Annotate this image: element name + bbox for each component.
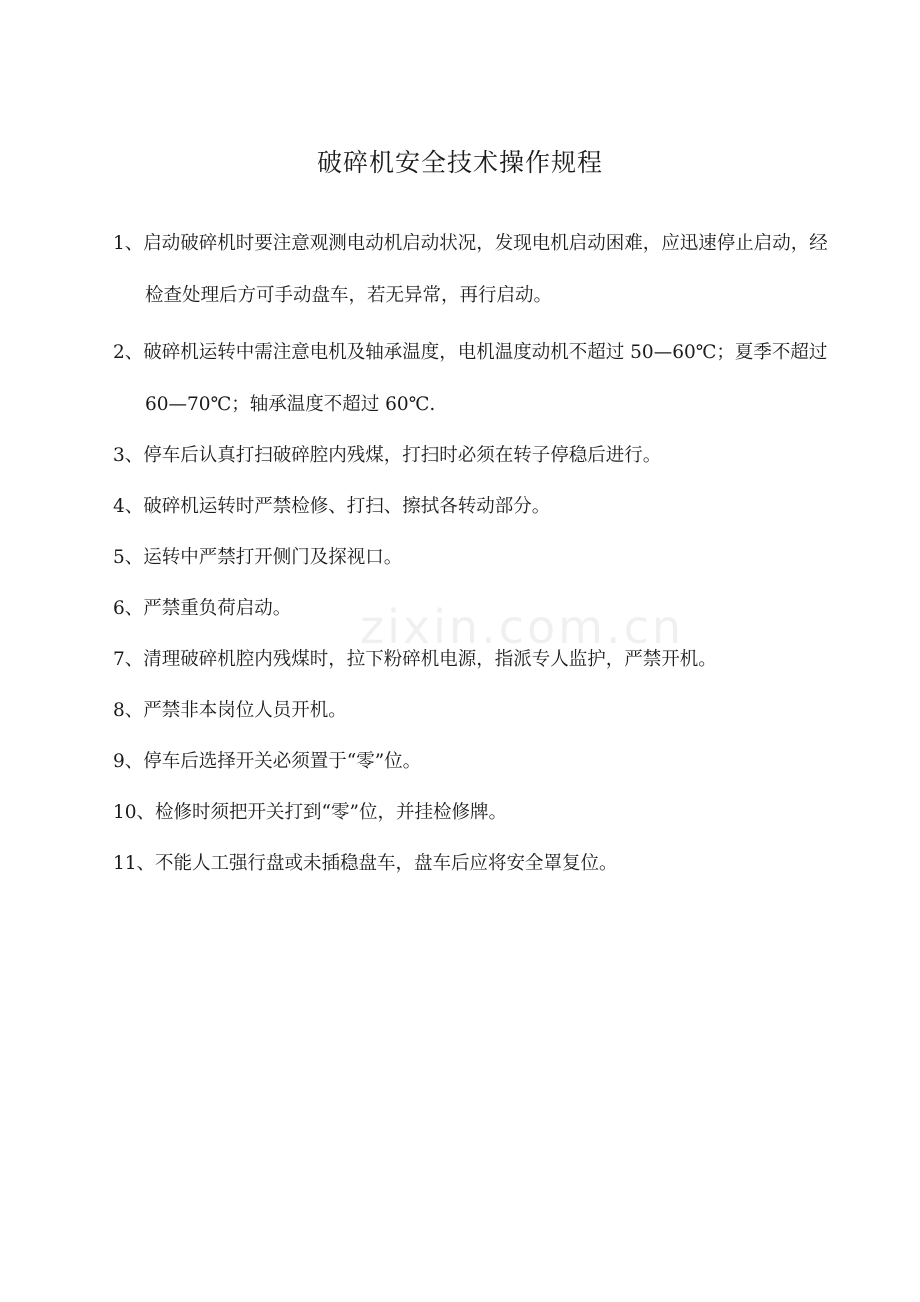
rule-item-11: [113, 844, 843, 884]
rule-text: 8、严禁非本岗位人员开机。: [113, 700, 347, 721]
rule-item-4: [113, 487, 843, 527]
rule-item-3: [113, 436, 843, 476]
rule-item-2: [113, 327, 843, 431]
rules-list: [113, 218, 843, 895]
rule-item-9: [113, 742, 843, 782]
rule-text: 4、破碎机运转时严禁检修、打扫、擦拭各转动部分。: [113, 496, 551, 517]
document-title: 破碎机安全技术操作规程: [316, 148, 603, 177]
rule-text: 9、停车后选择开关必须置于“零”位。: [113, 751, 422, 772]
rule-item-5: [113, 538, 843, 578]
rule-text: 10、检修时须把开关打到“零”位，并挂检修牌。: [113, 802, 507, 823]
rule-item-8: [113, 691, 843, 731]
watermark: zixin.com.cn: [360, 600, 685, 654]
rule-text: 7、清理破碎机腔内残煤时，拉下粉碎机电源，指派专人监护，严禁开机。: [113, 649, 717, 670]
rule-item-6: [113, 589, 843, 629]
rule-text: 2、破碎机运转中需注意电机及轴承温度，电机温度动机不超过 50—60℃；夏季不超过 60—70℃；轴承温度不超过 60℃.: [113, 342, 828, 415]
rule-item-7: [113, 640, 843, 680]
rule-text: 1、启动破碎机时要注意观测电动机启动状况，发现电机启动困难，应迅速停止启动，经检查处理后方可手动盘车，若无异常，再行启动。: [113, 233, 828, 306]
rule-text: 3、停车后认真打扫破碎腔内残煤，打扫时必须在转子停稳后进行。: [113, 445, 662, 466]
rule-text: 11、不能人工强行盘或未插稳盘车，盘车后应将安全罩复位。: [113, 853, 618, 874]
rule-text: 5、运转中严禁打开侧门及探视口。: [113, 547, 403, 568]
rule-item-10: [113, 793, 843, 833]
rule-item-1: [113, 218, 843, 322]
rule-text: 6、严禁重负荷启动。: [113, 598, 292, 619]
